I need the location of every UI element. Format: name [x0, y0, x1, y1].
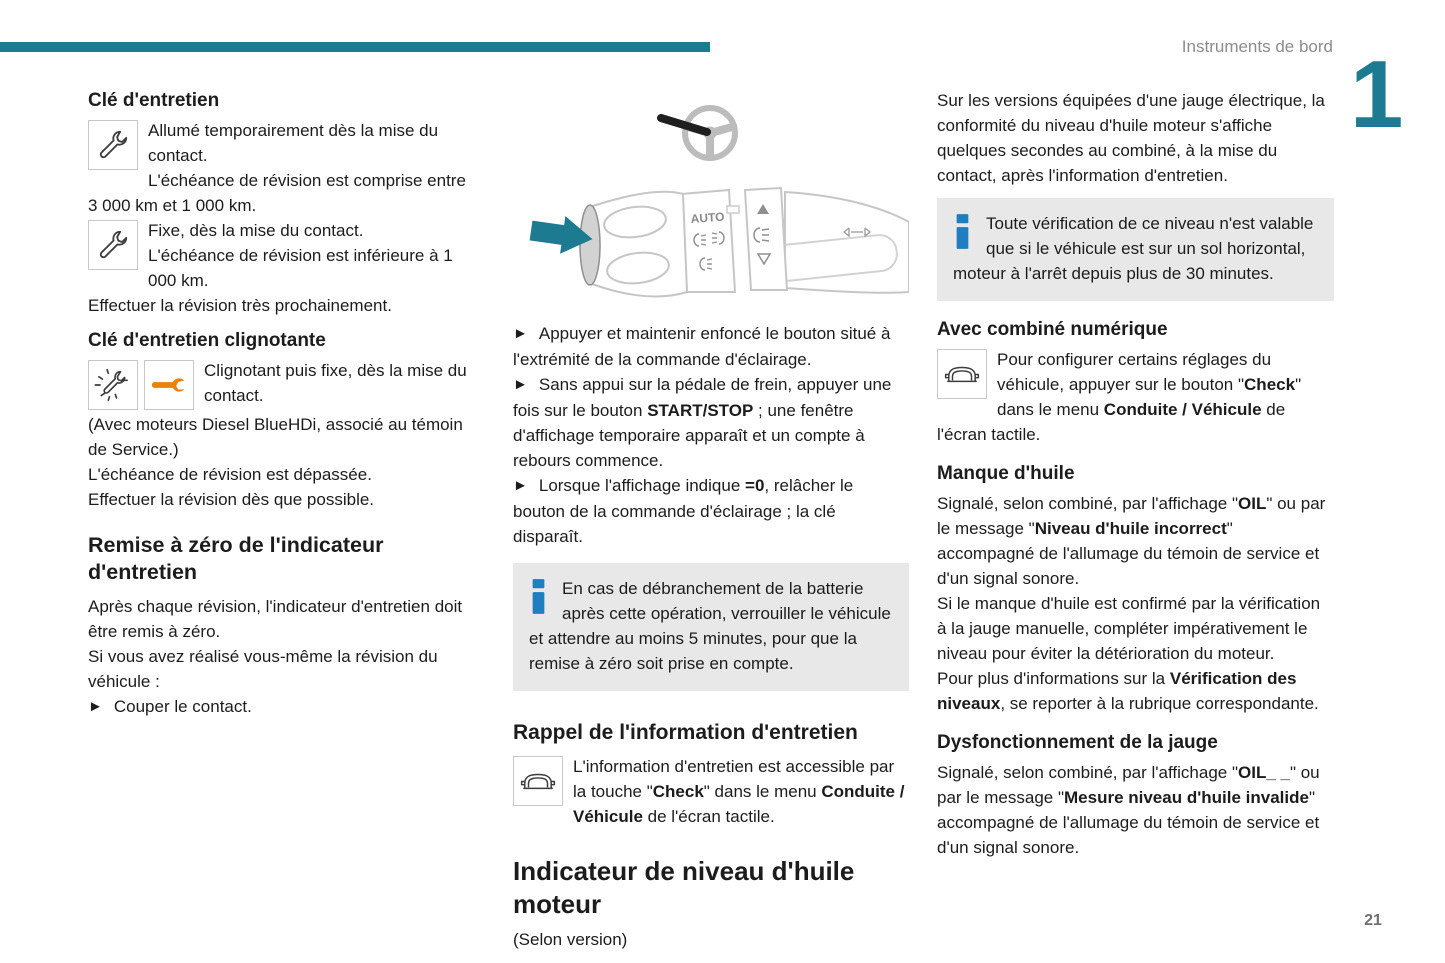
- steering-wheel-icon: [661, 108, 735, 158]
- body-text: L'échéance de révision est comprise entre 3 000 km et 1 000 km.: [88, 171, 466, 215]
- heading-manque-huile: Manque d'huile: [937, 463, 1075, 484]
- body-text: L'échéance de révision est dépassée.: [88, 465, 372, 484]
- vehicle-icon: [937, 349, 987, 399]
- auto-mode-label: AUTO: [690, 209, 725, 226]
- subtitle-selon-version: (Selon version): [513, 930, 628, 949]
- heading-cle-entretien: Clé d'entretien: [88, 90, 220, 111]
- wrench-icon: [88, 220, 138, 270]
- body-text: Après chaque révision, l'indicateur d'entretien doit être remis à zéro.: [88, 597, 463, 641]
- body-text: Si le manque d'huile est confirmé par la vérification à la jauge manuelle, compléter impérativement le niveau pour éviter la détérioration du moteur.: [937, 594, 1321, 663]
- triangle-bullet-icon: ►: [513, 325, 528, 342]
- body-text: Effectuer la révision dès que possible.: [88, 490, 375, 509]
- bullet-item: ► Sans appui sur la pédale de frein, appuyer une fois sur le bouton START/STOP ; une fenêtre d'affichage temporaire apparaît et un compte à rebours commence.: [513, 372, 909, 473]
- body-text: L'échéance de révision est inférieure à 1 000 km.: [148, 246, 453, 290]
- heading-dysfonctionnement: Dysfonctionnement de la jauge: [937, 732, 1218, 753]
- service-key-block-1: [88, 118, 472, 218]
- column-left: [88, 88, 472, 720]
- heading-remise-a-zero: Remise à zéro de l'indicateur d'entretien: [88, 533, 384, 584]
- info-note-battery: [513, 563, 909, 691]
- wrench-orange-icon: [144, 360, 194, 410]
- info-icon: [532, 579, 545, 614]
- body-text: Fixe, dès la mise du contact.: [148, 221, 364, 240]
- body-text: Sur les versions équipées d'une jauge électrique, la conformité du niveau d'huile moteur s'affiche quelques secondes au combiné, à la mise du contact, après l'information d'entretien.: [937, 91, 1325, 185]
- heading-rappel: Rappel de l'information d'entretien: [513, 721, 858, 744]
- bullet-item: ► Appuyer et maintenir enfoncé le bouton situé à l'extrémité de la commande d'éclairage.: [513, 321, 909, 372]
- service-key-block-2: [88, 218, 472, 293]
- heading-oil-level: Indicateur de niveau d'huile moteur: [513, 856, 855, 919]
- heading-combine-numerique: Avec combiné numérique: [937, 319, 1168, 340]
- info-note-level-check: [937, 198, 1334, 301]
- body-text: Signalé, selon combiné, par l'affichage "OIL" ou par le message "Niveau d'huile incorrect" accompagné de l'allumage du témoin de service et d'un signal sonore.: [937, 494, 1326, 588]
- page-number: 21: [1364, 912, 1382, 929]
- body-text: Allumé temporairement dès la mise du contact.: [148, 121, 439, 165]
- vehicle-icon: [513, 756, 563, 806]
- triangle-bullet-icon: ►: [513, 376, 528, 393]
- body-text: Clignotant puis fixe, dès la mise du contact.: [204, 361, 467, 405]
- triangle-bullet-icon: ►: [513, 477, 528, 494]
- running-header: Instruments de bord: [1181, 37, 1333, 56]
- wrench-icon: [88, 120, 138, 170]
- info-icon: [956, 214, 969, 249]
- heading-cle-clignotante: Clé d'entretien clignotante: [88, 330, 326, 351]
- triangle-bullet-icon: ►: [88, 698, 103, 715]
- body-text: L'information d'entretien est accessible par la touche "Check" dans le menu Conduite / Véhicule de l'écran tactile.: [573, 757, 905, 826]
- bullet-item: ► Couper le contact.: [88, 694, 472, 720]
- body-text: Si vous avez réalisé vous-même la révision du véhicule :: [88, 647, 438, 691]
- light-stalk-illustration: [513, 88, 909, 306]
- digital-cluster-block: [937, 347, 1334, 447]
- body-text: Pour plus d'informations sur la Vérification des niveaux, se reporter à la rubrique correspondante.: [937, 669, 1319, 713]
- bullet-item: ► Lorsque l'affichage indique =0, relâcher le bouton de la commande d'éclairage ; la clé disparaît.: [513, 473, 909, 549]
- column-right: [937, 88, 1334, 860]
- stalk-end-button: [580, 205, 600, 285]
- chapter-rule: [0, 42, 710, 52]
- chapter-number: 1: [1350, 41, 1404, 148]
- wrench-blinking-icon: [88, 360, 138, 410]
- body-text: Pour configurer certains réglages du véhicule, appuyer sur le bouton "Check" dans le menu Conduite / Véhicule de l'écran tactile.: [937, 350, 1302, 444]
- rappel-block: [513, 754, 909, 829]
- blinking-key-block: [88, 358, 472, 412]
- body-text: (Avec moteurs Diesel BlueHDi, associé au témoin de Service.): [88, 415, 463, 459]
- column-middle: [513, 88, 909, 952]
- body-text: Signalé, selon combiné, par l'affichage "OIL_ _" ou par le message "Mesure niveau d'huile invalide" accompagné de l'allumage du témoin de service et d'un signal sonore.: [937, 763, 1320, 857]
- body-text: Effectuer la révision très prochainement.: [88, 296, 392, 315]
- info-note-text: Toute vérification de ce niveau n'est valable que si le véhicule est sur un sol horizontal, moteur à l'arrêt depuis plus de 30 minutes.: [953, 214, 1314, 283]
- info-note-text: En cas de débranchement de la batterie après cette opération, verrouiller le véhicule et attendre au moins 5 minutes, pour que la remise à zéro soit prise en compte.: [529, 579, 891, 673]
